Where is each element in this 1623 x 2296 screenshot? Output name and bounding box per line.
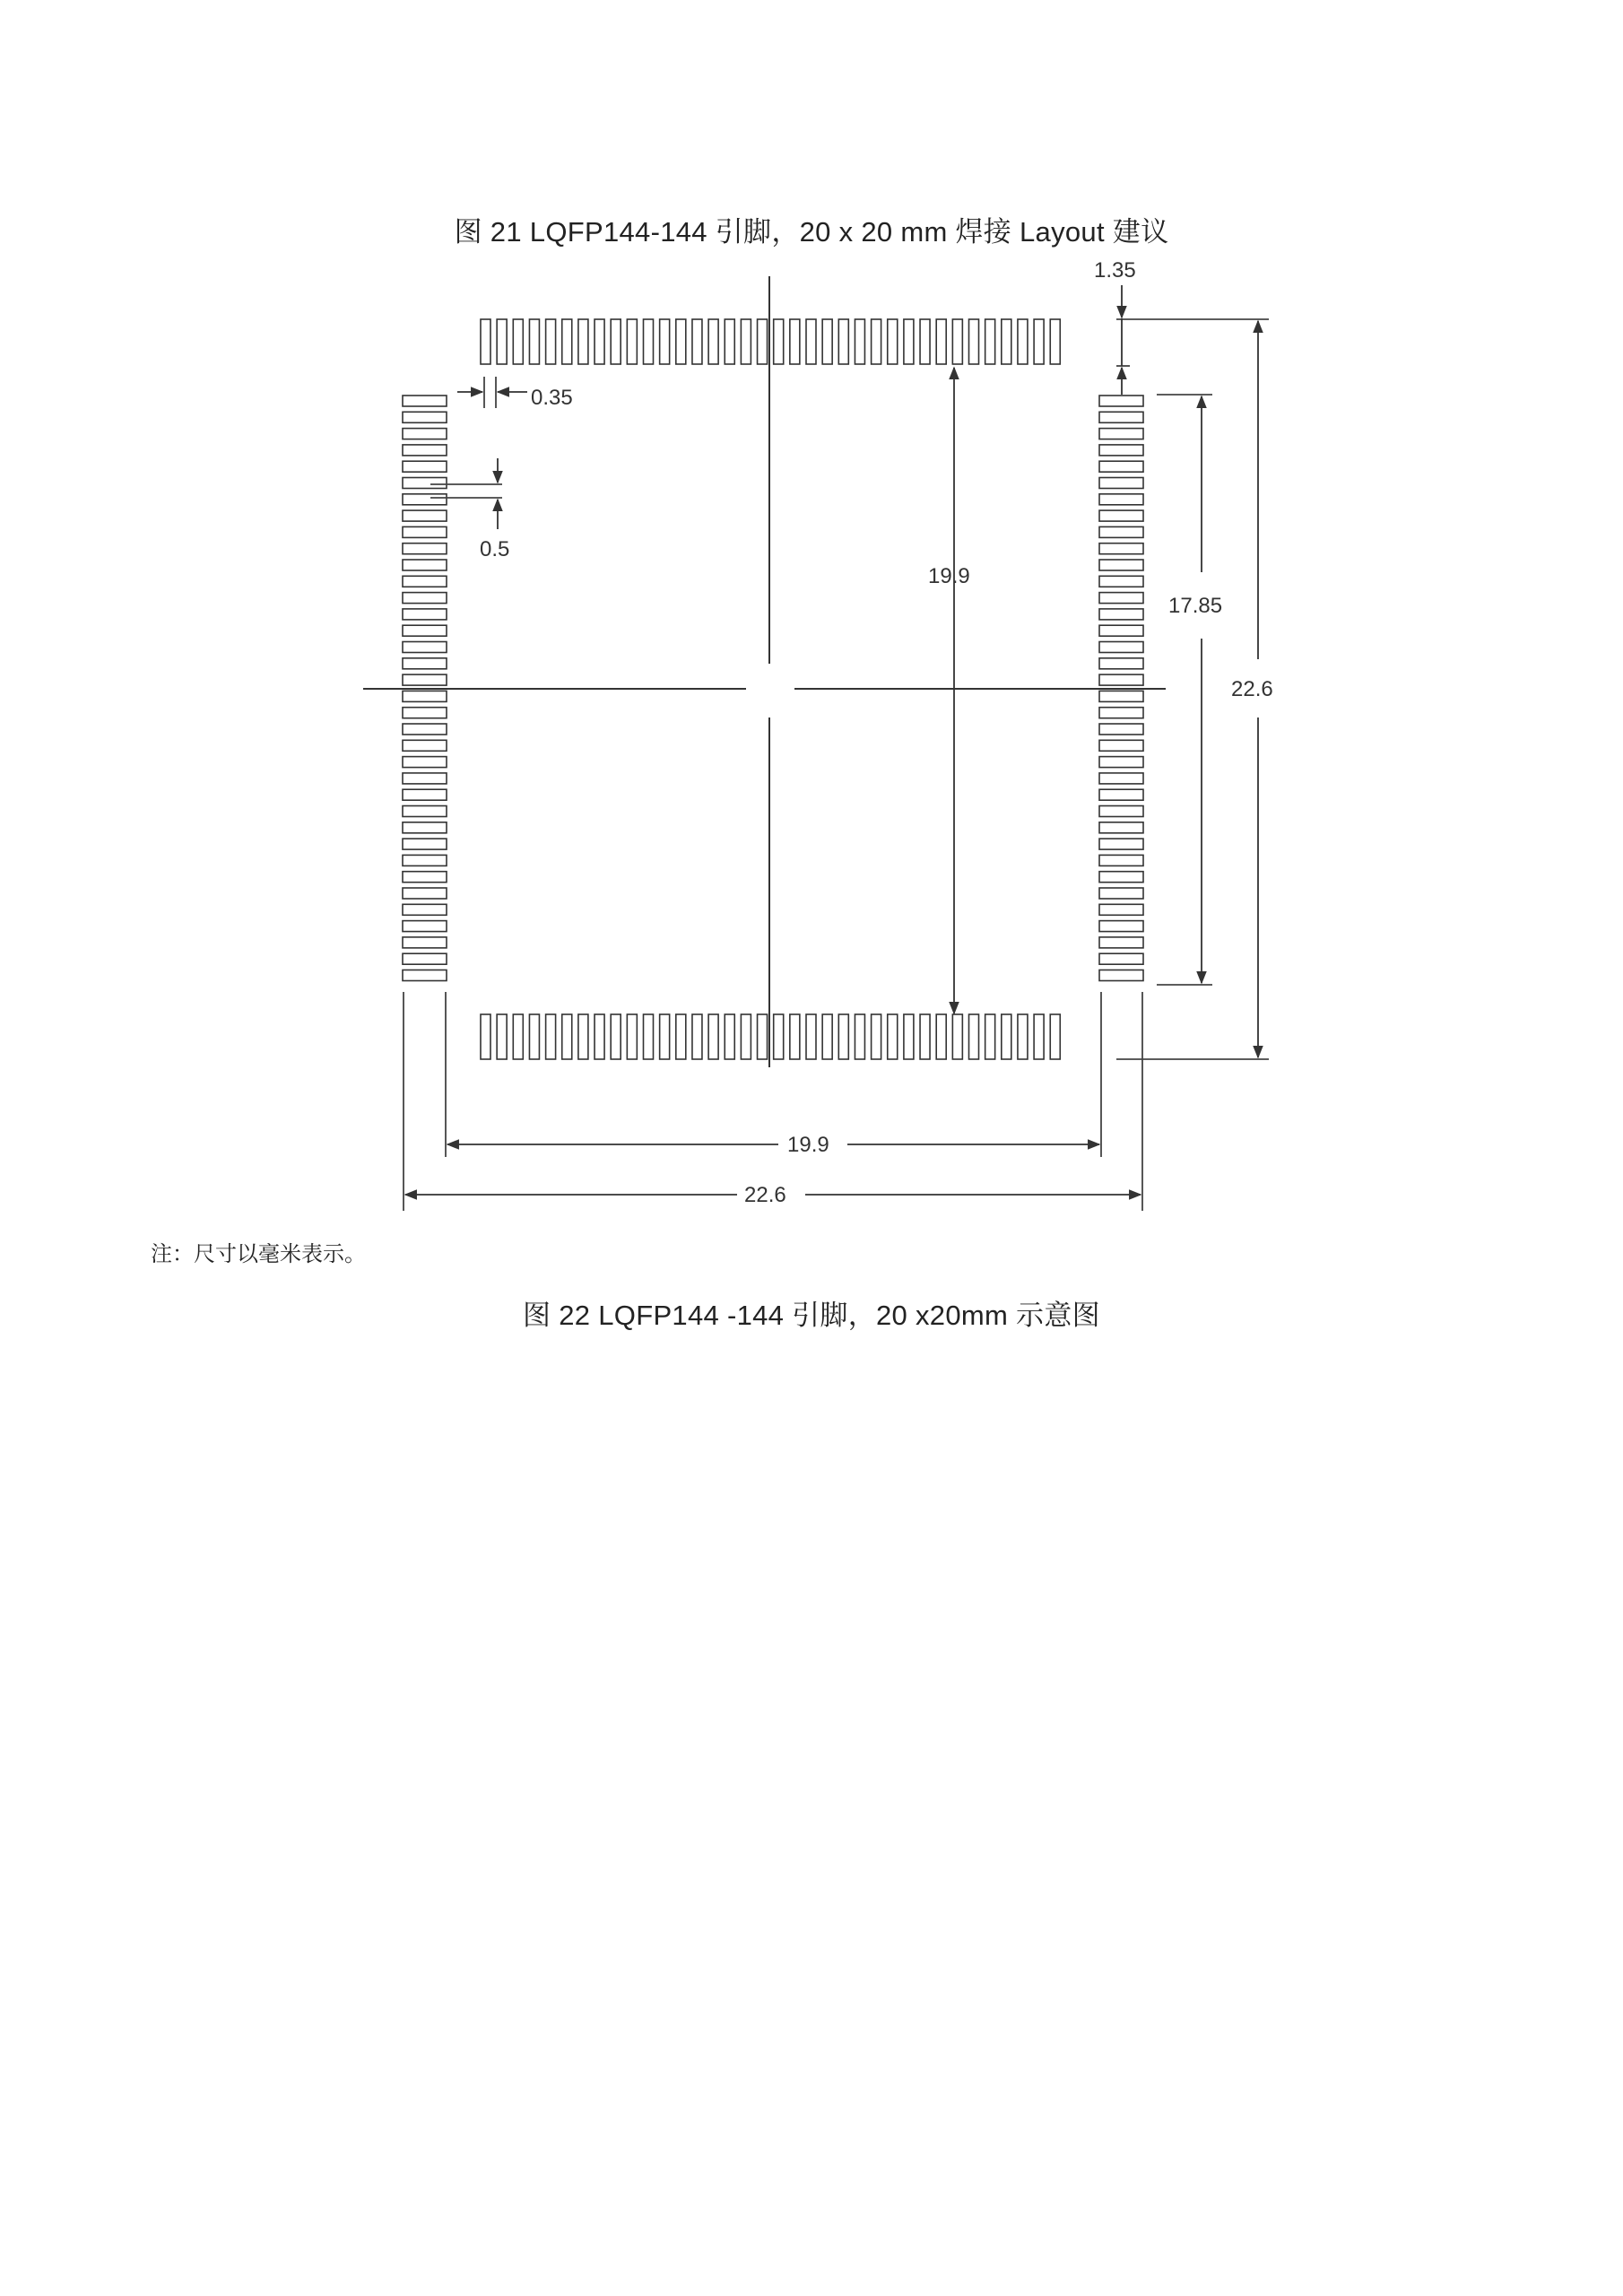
bottom-pad — [611, 1014, 621, 1059]
right-pad — [1099, 740, 1143, 751]
bottom-pad — [822, 1014, 832, 1059]
right-pad — [1099, 609, 1143, 620]
dim-inner-horizontal-label: 19.9 — [787, 1133, 829, 1157]
right-pad — [1099, 560, 1143, 570]
left-pad — [403, 510, 447, 521]
top-pad — [513, 319, 523, 364]
units-note: 注：尺寸以毫米表示。 — [151, 1242, 366, 1266]
right-pad — [1099, 429, 1143, 439]
figure-21-caption: 图 21 LQFP144-144 引脚，20 x 20 mm 焊接 Layout 建议 — [454, 216, 1169, 248]
right-pad — [1099, 576, 1143, 587]
right-pad — [1099, 822, 1143, 833]
top-pad — [1002, 319, 1011, 364]
left-pad — [403, 708, 447, 718]
bottom-pad — [660, 1014, 670, 1059]
left-pad — [403, 576, 447, 587]
bottom-pad — [758, 1014, 768, 1059]
top-pad — [741, 319, 751, 364]
top-pad — [481, 319, 490, 364]
bottom-pad — [888, 1014, 898, 1059]
top-pad — [952, 319, 962, 364]
top-pad — [1018, 319, 1028, 364]
top-pad — [627, 319, 637, 364]
top-pad — [985, 319, 995, 364]
dim-pad-width-label: 0.35 — [531, 386, 573, 410]
left-pad — [403, 691, 447, 701]
left-pad — [403, 544, 447, 554]
bottom-pad — [838, 1014, 848, 1059]
bottom-pad — [936, 1014, 946, 1059]
top-pad — [790, 319, 800, 364]
right-pad — [1099, 544, 1143, 554]
bottom-pad — [904, 1014, 914, 1059]
top-pad — [644, 319, 654, 364]
figure-22-caption: 图 22 LQFP144 -144 引脚，20 x20mm 示意图 — [523, 1300, 1100, 1331]
right-pad — [1099, 773, 1143, 784]
left-pad — [403, 806, 447, 817]
right-pad — [1099, 642, 1143, 653]
top-pad — [1050, 319, 1060, 364]
left-pad — [403, 970, 447, 981]
right-pad — [1099, 691, 1143, 701]
top-pad — [920, 319, 930, 364]
dim-pad-length-label: 1.35 — [1094, 258, 1136, 283]
top-pad — [838, 319, 848, 364]
left-pad — [403, 921, 447, 932]
left-pad — [403, 724, 447, 735]
left-pad — [403, 609, 447, 620]
bottom-pad — [952, 1014, 962, 1059]
right-pad — [1099, 494, 1143, 505]
top-pad — [806, 319, 816, 364]
left-pad — [403, 839, 447, 849]
dim-outer-horizontal-label: 22.6 — [744, 1183, 786, 1207]
top-pad — [497, 319, 507, 364]
right-pad — [1099, 461, 1143, 472]
top-pad-row — [481, 319, 1060, 364]
left-pad — [403, 674, 447, 685]
right-pad — [1099, 674, 1143, 685]
right-pad — [1099, 445, 1143, 456]
left-pad — [403, 855, 447, 865]
bottom-pad — [481, 1014, 490, 1059]
left-pad — [403, 429, 447, 439]
bottom-pad — [806, 1014, 816, 1059]
right-pad — [1099, 789, 1143, 800]
right-pad — [1099, 806, 1143, 817]
left-pad — [403, 937, 447, 948]
dim-inner-vertical-label: 19.9 — [928, 564, 970, 588]
left-pad — [403, 658, 447, 669]
right-pad — [1099, 396, 1143, 406]
bottom-pad — [790, 1014, 800, 1059]
bottom-pad — [676, 1014, 686, 1059]
top-pad — [562, 319, 572, 364]
left-pad — [403, 904, 447, 915]
left-pad — [403, 625, 447, 636]
right-pad — [1099, 937, 1143, 948]
right-pad — [1099, 724, 1143, 735]
top-pad — [692, 319, 702, 364]
right-pad — [1099, 970, 1143, 981]
left-pad — [403, 757, 447, 768]
bottom-pad — [1002, 1014, 1011, 1059]
top-pad — [708, 319, 718, 364]
top-pad — [969, 319, 979, 364]
left-pad — [403, 593, 447, 604]
dim-outer-vertical-label: 22.6 — [1231, 677, 1273, 701]
top-pad — [546, 319, 556, 364]
bottom-pad — [969, 1014, 979, 1059]
top-pad — [578, 319, 588, 364]
left-pad — [403, 740, 447, 751]
bottom-pad — [692, 1014, 702, 1059]
right-pad — [1099, 953, 1143, 964]
right-pad — [1099, 757, 1143, 768]
bottom-pad-row — [481, 1014, 1060, 1059]
left-pad — [403, 396, 447, 406]
right-pad — [1099, 708, 1143, 718]
left-pad — [403, 494, 447, 505]
top-pad — [1034, 319, 1044, 364]
top-pad — [872, 319, 881, 364]
bottom-pad — [774, 1014, 784, 1059]
bottom-pad — [872, 1014, 881, 1059]
left-pad — [403, 461, 447, 472]
top-pad — [855, 319, 864, 364]
left-pad — [403, 412, 447, 422]
right-pad — [1099, 904, 1143, 915]
bottom-pad — [562, 1014, 572, 1059]
right-pad — [1099, 478, 1143, 489]
bottom-pad — [985, 1014, 995, 1059]
top-pad — [660, 319, 670, 364]
left-pad — [403, 478, 447, 489]
bottom-pad — [741, 1014, 751, 1059]
left-pad — [403, 822, 447, 833]
left-pad — [403, 953, 447, 964]
top-pad — [904, 319, 914, 364]
right-pad — [1099, 658, 1143, 669]
right-pad — [1099, 593, 1143, 604]
bottom-pad — [855, 1014, 864, 1059]
bottom-pad — [725, 1014, 734, 1059]
left-pad — [403, 526, 447, 537]
dim-pad-row-span-label: 17.85 — [1168, 594, 1223, 618]
bottom-pad — [546, 1014, 556, 1059]
bottom-pad — [578, 1014, 588, 1059]
right-pad — [1099, 855, 1143, 865]
top-pad — [774, 319, 784, 364]
right-pad — [1099, 412, 1143, 422]
top-pad — [888, 319, 898, 364]
top-pad — [595, 319, 604, 364]
right-pad — [1099, 526, 1143, 537]
right-pad — [1099, 872, 1143, 883]
top-pad — [611, 319, 621, 364]
bottom-pad — [1050, 1014, 1060, 1059]
bottom-pad — [1034, 1014, 1044, 1059]
left-pad — [403, 560, 447, 570]
bottom-pad — [497, 1014, 507, 1059]
left-pad — [403, 642, 447, 653]
bottom-pad — [529, 1014, 539, 1059]
right-pad — [1099, 888, 1143, 899]
left-pad — [403, 872, 447, 883]
bottom-pad — [513, 1014, 523, 1059]
left-pad — [403, 789, 447, 800]
top-pad — [758, 319, 768, 364]
top-pad — [725, 319, 734, 364]
right-pad — [1099, 625, 1143, 636]
left-pad — [403, 888, 447, 899]
bottom-pad — [920, 1014, 930, 1059]
bottom-pad — [644, 1014, 654, 1059]
bottom-pad — [708, 1014, 718, 1059]
right-pad — [1099, 921, 1143, 932]
top-pad — [822, 319, 832, 364]
bottom-pad — [1018, 1014, 1028, 1059]
bottom-pad — [627, 1014, 637, 1059]
top-pad — [936, 319, 946, 364]
bottom-pad — [595, 1014, 604, 1059]
right-pad — [1099, 510, 1143, 521]
top-pad — [676, 319, 686, 364]
right-pad — [1099, 839, 1143, 849]
left-pad — [403, 445, 447, 456]
dim-pitch-label: 0.5 — [480, 537, 510, 561]
left-pad — [403, 773, 447, 784]
top-pad — [529, 319, 539, 364]
